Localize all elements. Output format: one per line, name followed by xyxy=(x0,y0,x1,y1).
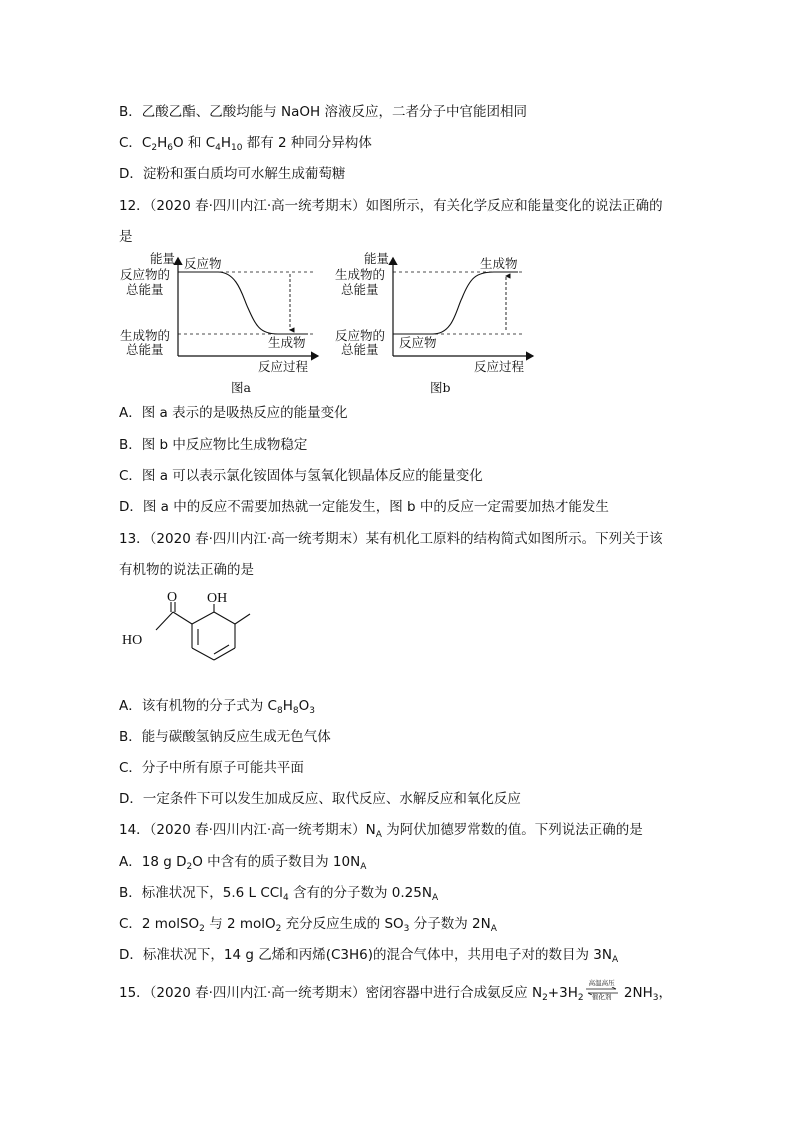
graph-b-caption: 图b xyxy=(430,380,451,395)
q12-stem-cont: 是 xyxy=(119,229,133,245)
graph-a xyxy=(120,251,318,395)
carbonyl-oxygen: O xyxy=(167,590,178,605)
graph-b-top-label: 生成物的 xyxy=(335,267,386,282)
graph-b-bottom-label: 反应物的 xyxy=(335,328,386,343)
graph-a-bottom-label: 生成物的 xyxy=(120,328,171,343)
svg-text:总能量: 总能量 xyxy=(341,342,379,357)
q13-stem: 13．（2020 春·四川内江·高一统考期末）某有机化工原料的结构简式如图所示。下列关于该 xyxy=(119,531,663,547)
svg-text:总能量: 总能量 xyxy=(126,342,164,357)
q12-stem: 12．（2020 春·四川内江·高一统考期末）如图所示，有关化学反应和能量变化的说法正确的 xyxy=(119,198,663,214)
molecule-structure xyxy=(118,590,268,680)
graph-a-start-label: 反应物 xyxy=(184,256,222,271)
q15-stem: 15．（2020 春·四川内江·高一统考期末）密闭容器中进行合成氨反应 $N_2+3H_2$ 高温高压 催化剂 $2NH_3$， xyxy=(119,979,672,1003)
reversible-arrow xyxy=(584,979,620,1002)
q12-option-c: C．图 a 可以表示氯化铵固体与氢氧化钡晶体反应的能量变化 xyxy=(119,468,483,484)
graph-a-top-label: 反应物的 xyxy=(120,267,171,282)
graph-a-caption: 图a xyxy=(231,380,251,395)
graph-b-x-axis-label: 反应过程 xyxy=(474,359,525,374)
graph-a-end-label: 生成物 xyxy=(268,335,306,350)
q13-option-c: C．分子中所有原子可能共平面 xyxy=(119,760,304,776)
q12-option-b: B．图 b 中反应物比生成物稳定 xyxy=(119,437,308,453)
q13-option-b: B．能与碳酸氢钠反应生成无色气体 xyxy=(119,729,331,745)
graph-b-end-label: 生成物 xyxy=(480,256,518,271)
energy-diagrams xyxy=(118,248,538,400)
q12-option-d: D．图 a 中的反应不需要加热就一定能发生，图 b 中的反应一定需要加热才能发生 xyxy=(119,499,609,515)
q13-stem-cont: 有机物的说法正确的是 xyxy=(119,562,254,578)
q14-option-b: B．标准状况下，5.6 L CCl$_4$ 含有的分子数为 $0.25N_A$ xyxy=(119,885,439,903)
hydroxyl-group: OH xyxy=(207,591,228,606)
reaction-condition-top: 高温高压 xyxy=(588,979,615,987)
reaction-condition-bottom: 催化剂 xyxy=(591,993,612,1001)
q14-stem: 14．（2020 春·四川内江·高一统考期末）$N_A$ 为阿伏加德罗常数的值。下列说法正确的是 xyxy=(119,822,643,840)
q13-option-d: D．一定条件下可以发生加成反应、取代反应、水解反应和氧化反应 xyxy=(119,791,521,807)
graph-a-x-axis-label: 反应过程 xyxy=(258,359,309,374)
graph-b-start-label: 反应物 xyxy=(399,335,437,350)
q14-option-d: D．标准状况下，14 g 乙烯和丙烯(C3H6)的混合气体中，共用电子对的数目为 $3N_A$ xyxy=(119,947,619,965)
q11-option-c: C．$C_2H_6O$ 和 $C_4H_{10}$ 都有 2 种同分异构体 xyxy=(119,135,372,153)
q14-option-c: C．2 molSO$_2$ 与 2 molO$_2$ 充分反应生成的 $SO_3$ 分子数为 $2N_A$ xyxy=(119,916,497,934)
q11-option-b: B．乙酸乙酯、乙酸均能与 NaOH 溶液反应，二者分子中官能团相同 xyxy=(119,104,527,120)
svg-text:总能量: 总能量 xyxy=(341,282,379,297)
q11-option-d: D．淀粉和蛋白质均可水解生成葡萄糖 xyxy=(119,166,346,182)
q14-option-a: A．18 g $D_2O$ 中含有的质子数目为 $10N_A$ xyxy=(119,854,367,872)
q12-option-a: A．图 a 表示的是吸热反应的能量变化 xyxy=(119,405,348,421)
carboxyl-hydroxyl: HO xyxy=(122,633,143,648)
q13-option-a: A．该有机物的分子式为 $C_8H_8O_3$ xyxy=(119,698,315,716)
graph-a-y-axis-label: 能量 xyxy=(150,251,176,266)
svg-text:总能量: 总能量 xyxy=(126,282,164,297)
graph-b-y-axis-label: 能量 xyxy=(364,251,390,266)
graph-b xyxy=(335,251,533,395)
